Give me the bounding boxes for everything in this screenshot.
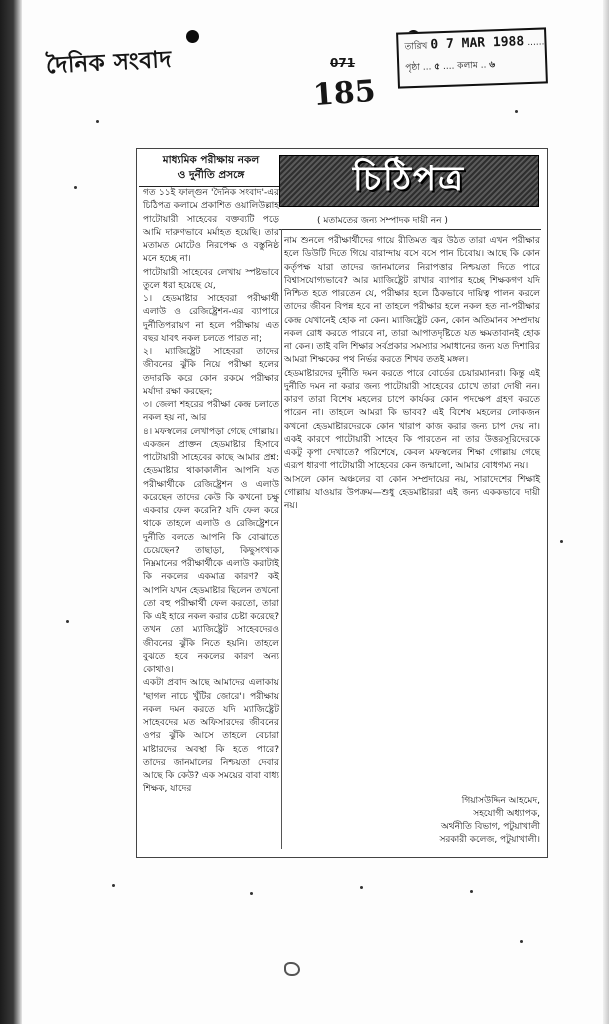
letter-signature: গিয়াসউদ্দিন আহমেদ, সহযোগী অধ্যাপক, অর্থনীতি বিভাগ, পটুয়াখালী সরকারী কলেজ, পটুয়াখালী। [439, 796, 540, 845]
scan-speck [520, 940, 523, 943]
scan-speck [66, 620, 69, 623]
scan-left-edge [0, 0, 22, 1024]
letter-headline: মাধ্যমিক পরীক্ষায় নকল ও দুর্নীতি প্রসঙ্গে [139, 153, 283, 187]
section-title: চিঠিপত্র [352, 158, 466, 199]
scan-right-edge [603, 0, 609, 1024]
banner-rule [279, 229, 541, 230]
stamp-date-value: 0 7 MAR 1988 [430, 34, 525, 53]
stamp-page-row: পৃষ্ঠা ... ৫ .... কলাম .. ৬ [405, 60, 496, 74]
date-stamp [396, 27, 548, 88]
scan-speck [250, 892, 253, 895]
stamp-date-fill: ...... [527, 37, 545, 49]
editor-disclaimer: ( মতামতের জন্য সম্পাদক দায়ী নন ) [317, 216, 448, 226]
scan-speck [360, 886, 363, 889]
scan-speck [112, 884, 115, 887]
punch-hole-left [186, 30, 199, 43]
column-divider [281, 229, 282, 849]
reference-code: 071 [330, 56, 356, 70]
stamp-date-label: তারিখ [404, 41, 428, 53]
letter-body-right-column: নাম শুনলে পরীক্ষার্থীদের গায়ে রীতিমত জ্বর উঠত তারা এখন পরীক্ষার হলে ডিউটি দিতে গিয়ে বারান্দায় বসে বসে পান চিবোয়। আছে কি কোন কর্তৃপক্ষ যারা তাদের জানমালের নিরাপত্তার নিশ্চয়তা দিতে পারে বিশ্বাসযোগ্যভাবে? আর ম্যাজিষ্ট্রেট রাখার ব্যাপার হচ্ছে শিক্ষকগণ যদি নিশ্চিত হতে পারতেন যে, পরীক্ষার হলে ঠিকভাবে দায়িত্ব পালন করলে তাদের জীবন বিপন্ন হবে না তাহলে পরীক্ষার হলে নকল হত না-পরীক্ষার কেন্দ্র যেখানেই হোক না কেন। ম্যাজিষ্ট্রেট কেন, কোন অতিমানব সম্প্রদায় নকল রোধ করতে পারবে না, তারা আপাতদৃষ্টিতে যত ক্ষমতাবানই হোক না কেন। তাই বলি শিক্ষার সর্বপ্রকার সমস্যার সমাধানের জন্য যত দিশারির আমরা শিক্ষকের পথ নির্ভর করতে শিখব ততই মঙ্গল। হেডমাষ্টারদের দুর্নীতি দমন করতে পারে বোর্ডের চেয়ারম্যানরা। কিন্তু এই দুর্নীতি দমন না করার জন্য পাটোয়ারী সাহেবের চোখে তারা দোষী নন। কারণ তারা বিশেষ মহলের চাপে কার্যকর কোন পদক্ষেপ গ্রহণ করতে পারেন না। তাহলে আমরা কি ভাবব? এই বিশেষ মহলের লোকজন কখনো হেডমাষ্টারদেরকে কোন খারাপ কাজ করার জন্য চাপ দেয় না। একই কারণে পাটোয়ারী সাহেব কি পারতেন না তার উত্তরসূরিদেরকে একটু কৃপা দেখাতে? পরিশেষে, কেবল মফস্বলের শিক্ষা গোল্লায় গেছে এরূপ ধারণা পাটোয়ারী সাহেবের কেন জন্মালো, আমার বোধগম্য নয়। আসলে কোন অঞ্চলের বা কোন সম্প্রদায়ের নয়, সারাদেশের শিক্ষাই গোল্লায় যাওয়ার উপক্রম—শুধু হেডমাষ্টাররা এই জন্য এককভাবে দায়ী নয়। [284, 236, 540, 511]
handwritten-folio-number: 185 [311, 73, 377, 114]
newspaper-clipping [136, 148, 548, 858]
scan-speck [470, 890, 473, 893]
stamp-page-value: ৫ [434, 62, 441, 73]
stamp-column-value: ৬ [489, 60, 496, 71]
scan-speck [515, 110, 518, 113]
section-banner [279, 155, 539, 207]
letter-body-left-column: গত ১১ই ফাল্গুন 'দৈনিক সংবাদ'-এর চিঠিপত্র কলামে প্রকাশিত ওয়ালিউল্লাহ পাটোয়ারী সাহেবের বক্তব্যটি পড়ে আমি দারুণভাবে মর্মাহত হয়েছি। তার মতামত মোটেও নিরপেক্ষ ও বস্তুনিষ্ঠ মনে হচ্ছে না। পাটোয়ারী সাহেবের লেখায় স্পষ্টভাবে তুলে ধরা হয়েছে যে, ১। হেডমাষ্টার সাহেবরা পরীক্ষার্থী এলাউ ও রেজিষ্ট্রেশন-এর ব্যাপারে দুর্নীতিপরায়ণ না হলে পরীক্ষায় এত বছর যাবৎ নকল চলতে পারত না; ২। ম্যাজিষ্ট্রেট সাহেবরা তাদের জীবনের ঝুঁকি নিয়ে পরীক্ষা হলের তদারকি করে কোন রকমে পরীক্ষার মর্যাদা রক্ষা করছেন; ৩। জেলা শহরের পরীক্ষা কেন্দ্র চলাতে নকল হয় না, আর ৪। মফস্বলের লেখাপড়া গেছে গোল্লায়। একজন প্রাক্তন হেডমাষ্টার হিসাবে পাটোয়ারী সাহেবের কাছে আমার প্রশ্ন: হেডমাষ্টার থাকাকালীন আপনি যত পরীক্ষার্থীকে রেজিষ্ট্রেশন ও এলাউ করেছেন তাদের কেউ কি কখনো চক্ষু একবার ফেল করেনি? যদি ফেল করে থাকে তাহলে এলাউ ও রেজিষ্ট্রেশনে দুর্নীতি বলতে আপনি কি বোঝাতে চেয়েছেন? তাছাড়া, কিছুসংখ্যক নিম্নমানের পরীক্ষার্থীকে এলাউ করাটাই কি নকলের একমাত্র কারণ? কই আপনি যখন হেডমাষ্টার ছিলেন তখনো তো বহু পরীক্ষার্থী ফেল করতো, তারা কি এই হারে নকল করার চেষ্টা করেছে? তখন তো ম্যাজিষ্ট্রেট সাহেবদেরও জীবনের ঝুঁকি নিতে হয়নি। তাহলে বুঝতে হবে নকলের কারণ অন্য কোথাও। একটা প্রবাদ আছে আমাদের এলাকায় 'ছাগল নাচে খুঁটির জোরে'। পরীক্ষায় নকল দমন করতে যদি ম্যাজিষ্ট্রেট সাহেবদের মত অফিসারদের জীবনের ওপর ঝুঁকি আসে তাহলে বেচারা মাষ্টারদের অবস্থা কি হতে পারে? তাদের জানমালের নিশ্চয়তা দেবার আছে কি কেউ? এক সময়ের বাবা বাধ্য শিক্ষক, যাদের [143, 188, 280, 795]
pen-mark [284, 962, 300, 976]
stamp-page-label: পৃষ্ঠা [405, 62, 421, 74]
newspaper-masthead: দৈনিক সংবাদ [45, 46, 173, 80]
stamp-column-label: কলাম [457, 60, 479, 72]
scan-speck [96, 120, 99, 123]
scan-speck [74, 186, 77, 189]
scan-speck [560, 540, 563, 543]
